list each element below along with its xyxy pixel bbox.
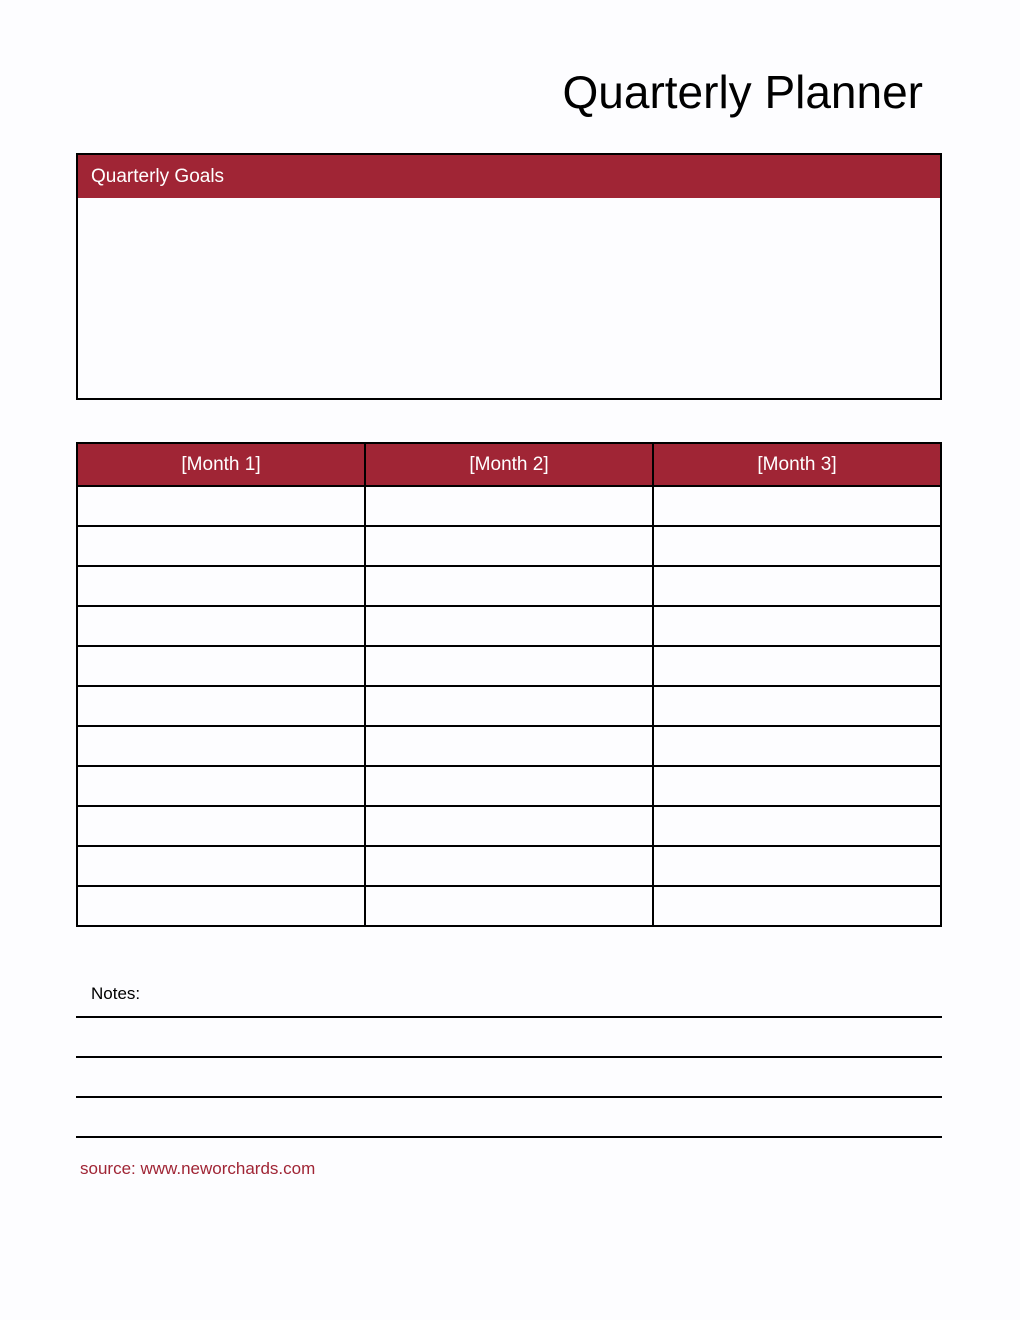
notes-line[interactable]	[76, 1056, 942, 1058]
month-1-cell[interactable]	[77, 606, 365, 646]
source-link[interactable]: source: www.neworchards.com	[80, 1159, 316, 1178]
month-1-cell[interactable]	[77, 886, 365, 926]
month-3-cell[interactable]	[653, 686, 941, 726]
month-3-cell[interactable]	[653, 766, 941, 806]
table-row	[77, 606, 941, 646]
month-1-cell[interactable]	[77, 726, 365, 766]
month-3-cell[interactable]	[653, 886, 941, 926]
month-2-cell[interactable]	[365, 646, 653, 686]
month-3-cell[interactable]	[653, 486, 941, 526]
month-2-cell[interactable]	[365, 766, 653, 806]
table-row	[77, 566, 941, 606]
quarterly-goals-box[interactable]	[76, 153, 942, 400]
table-row	[77, 806, 941, 846]
month-2-cell[interactable]	[365, 526, 653, 566]
table-row	[77, 646, 941, 686]
month-2-cell[interactable]	[365, 606, 653, 646]
month-1-cell[interactable]	[77, 526, 365, 566]
table-row	[77, 486, 941, 526]
month-2-cell[interactable]	[365, 846, 653, 886]
quarterly-goals-header: Quarterly Goals	[78, 155, 940, 198]
month-3-header: [Month 3]	[653, 443, 941, 486]
month-rows	[77, 486, 941, 926]
month-3-cell[interactable]	[653, 566, 941, 606]
month-3-cell[interactable]	[653, 846, 941, 886]
table-row	[77, 886, 941, 926]
notes-line[interactable]	[76, 1096, 942, 1098]
month-3-cell[interactable]	[653, 806, 941, 846]
month-2-cell[interactable]	[365, 486, 653, 526]
month-3-cell[interactable]	[653, 646, 941, 686]
page-title: Quarterly Planner	[562, 66, 923, 118]
month-2-cell[interactable]	[365, 566, 653, 606]
month-2-cell[interactable]	[365, 726, 653, 766]
table-row	[77, 846, 941, 886]
month-3-cell[interactable]	[653, 606, 941, 646]
table-row	[77, 686, 941, 726]
month-1-cell[interactable]	[77, 846, 365, 886]
notes-label: Notes:	[91, 984, 141, 1003]
table-row	[77, 766, 941, 806]
month-1-cell[interactable]	[77, 806, 365, 846]
month-2-cell[interactable]	[365, 806, 653, 846]
month-1-cell[interactable]	[77, 566, 365, 606]
notes-line[interactable]	[76, 1016, 942, 1018]
month-1-cell[interactable]	[77, 646, 365, 686]
month-2-header: [Month 2]	[365, 443, 653, 486]
month-2-cell[interactable]	[365, 886, 653, 926]
month-1-cell[interactable]	[77, 686, 365, 726]
table-row	[77, 526, 941, 566]
month-3-cell[interactable]	[653, 726, 941, 766]
month-header-row	[77, 443, 941, 486]
month-2-cell[interactable]	[365, 686, 653, 726]
table-row	[77, 726, 941, 766]
notes-line[interactable]	[76, 1136, 942, 1138]
month-table	[76, 442, 942, 927]
month-1-cell[interactable]	[77, 766, 365, 806]
month-1-header: [Month 1]	[77, 443, 365, 486]
month-1-cell[interactable]	[77, 486, 365, 526]
month-3-cell[interactable]	[653, 526, 941, 566]
